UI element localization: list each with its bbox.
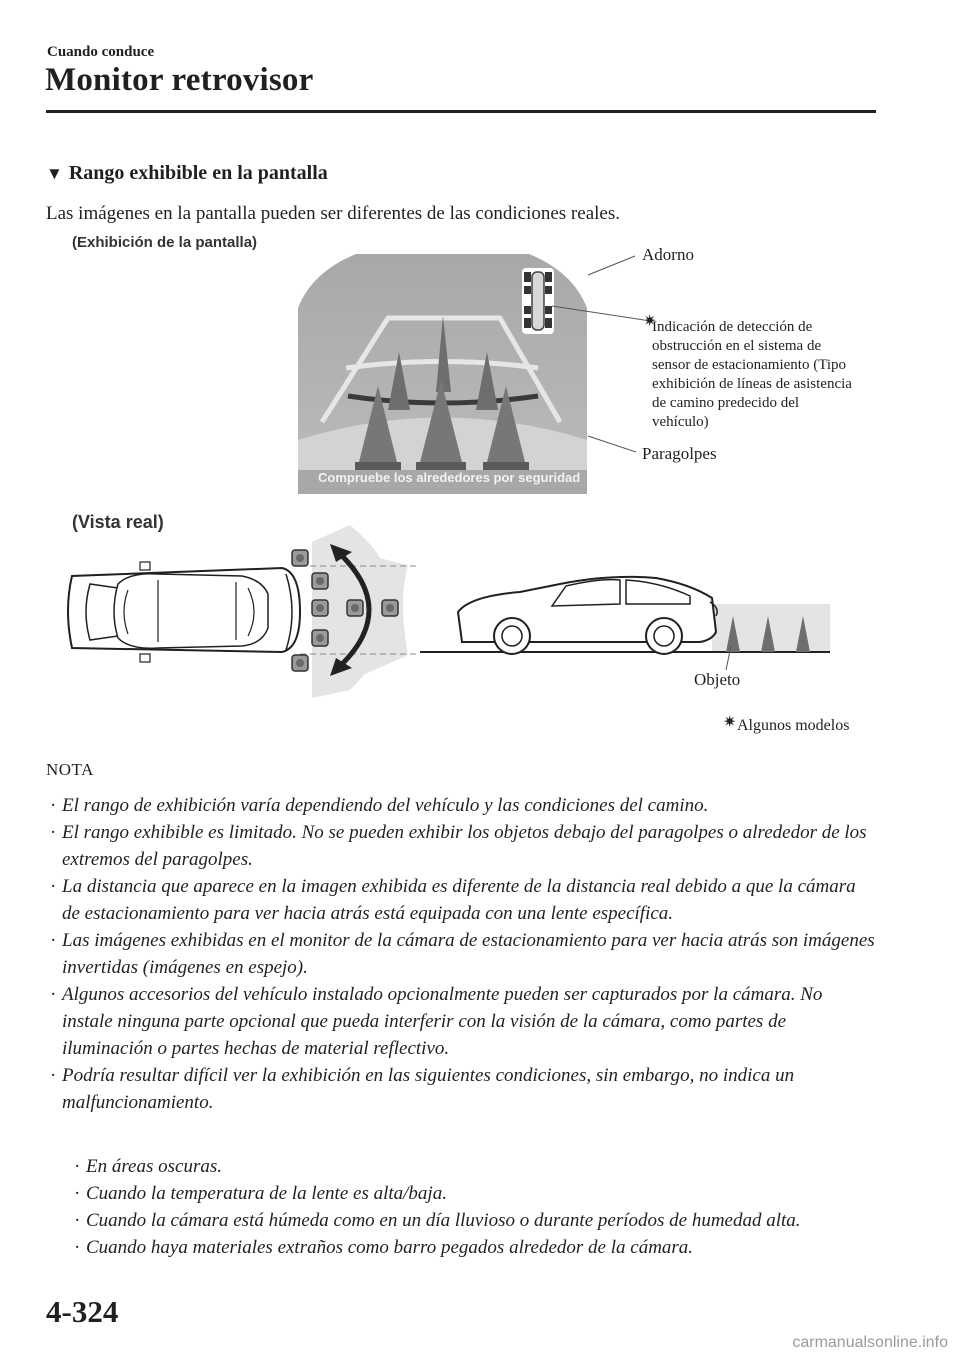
nota-heading: NOTA bbox=[46, 760, 94, 779]
callout-paragolpes: Paragolpes bbox=[642, 444, 717, 463]
screen-caption: Compruebe los alrededores por seguridad bbox=[318, 470, 581, 485]
callout-indicacion-line: Indicación de detección de bbox=[652, 319, 813, 335]
intro-text: Las imágenes en la pantalla pueden ser diferentes de las condiciones reales. bbox=[46, 203, 620, 224]
figure-screen-label: (Exhibición de la pantalla) bbox=[72, 234, 258, 251]
callout-indicacion-line: exhibición de líneas de asistencia bbox=[652, 376, 852, 392]
car-top-view bbox=[68, 562, 300, 662]
page-number: 4-324 bbox=[46, 1294, 119, 1329]
asterisk-icon: ✷ bbox=[723, 712, 737, 731]
list-item: · En áreas oscuras. bbox=[74, 1156, 222, 1177]
triangle-icon: ▼ bbox=[46, 164, 63, 183]
callout-indicacion-line: vehículo) bbox=[652, 414, 709, 430]
callout-indicacion-line: de camino predecido del bbox=[652, 395, 800, 411]
nota-sublist bbox=[70, 1153, 870, 1261]
list-item: · El rango de exhibición varía dependiendo del vehículo y las condiciones del camino. bbox=[50, 795, 709, 816]
list-item: · Cuando la cámara está húmeda como en un día lluvioso o durante períodos de humedad alta. bbox=[74, 1210, 801, 1231]
list-item: · Cuando haya materiales extraños como barro pegados alrededor de la cámara. bbox=[74, 1237, 694, 1258]
list-item: · La distancia que aparece en la imagen exhibida es diferente de la distancia real debido a que la cámara de estacionamiento para ver hacia atrás está equipada con una lente específica. bbox=[50, 876, 856, 924]
asterisk-icon: ✷ bbox=[643, 311, 657, 330]
list-item: · El rango exhibible es limitado. No se pueden exhibir los objetos debajo del paragolpes o alrededor de los extremos del paragolpes. bbox=[50, 822, 867, 870]
chapter-label: Cuando conduce bbox=[47, 44, 155, 60]
list-item: · Algunos accesorios del vehículo instalado opcionalmente pueden ser capturados por la cámara. No instale ninguna parte opcional que pueda interferir con la visión de la cámara, como partes de iluminación o partes hechas de material reflectivo. bbox=[50, 984, 823, 1059]
list-item: · Las imágenes exhibidas en el monitor de la cámara de estacionamiento para ver hacia atrás son imágenes invertidas (imágenes en espejo). bbox=[50, 930, 875, 978]
callout-adorno: Adorno bbox=[642, 245, 694, 264]
footnote-algunos-modelos: Algunos modelos bbox=[737, 717, 850, 734]
nota-list bbox=[46, 792, 876, 1116]
list-item: · Podría resultar difícil ver la exhibición en las siguientes condiciones, sin embargo, no indica un malfuncionamiento. bbox=[50, 1065, 795, 1113]
callout-indicacion-line: obstrucción en el sistema de bbox=[652, 338, 822, 354]
callout-indicacion-line: sensor de estacionamiento (Tipo bbox=[652, 357, 846, 373]
figure-real-view-label: (Vista real) bbox=[72, 512, 164, 532]
callout-objeto: Objeto bbox=[694, 670, 741, 689]
list-item: · Cuando la temperatura de la lente es alta/baja. bbox=[74, 1183, 447, 1204]
page-title: Monitor retrovisor bbox=[45, 62, 314, 98]
watermark: carmanualsonline.info bbox=[792, 1334, 948, 1351]
section-heading-text: Rango exhibible en la pantalla bbox=[68, 162, 328, 184]
car-side-view bbox=[458, 577, 716, 654]
